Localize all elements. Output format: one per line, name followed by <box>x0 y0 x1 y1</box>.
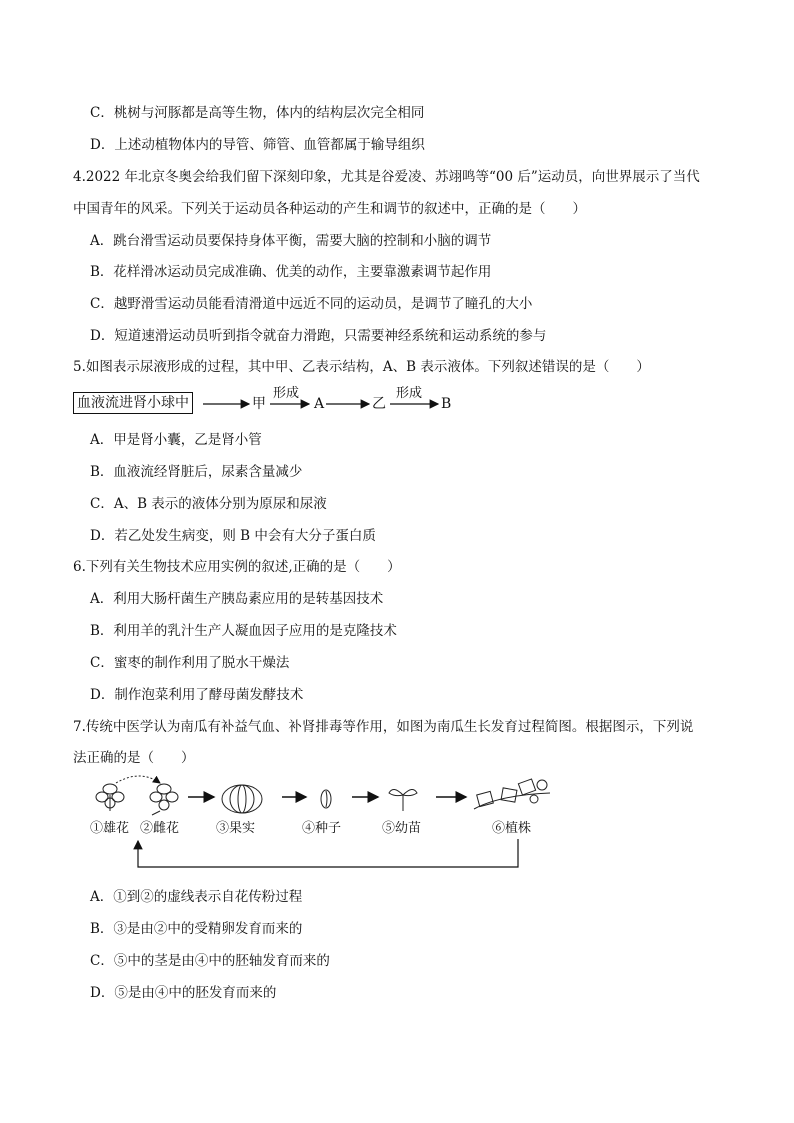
q4-option-b: B．花样滑冰运动员完成准确、优美的动作，主要靠激素调节起作用 <box>90 264 492 280</box>
q4-option-d: D．短道速滑运动员听到指令就奋力滑跑，只需要神经系统和运动系统的参与 <box>90 328 547 344</box>
flow-start-box: 血液流进肾小球中 <box>73 392 193 414</box>
q7-option-a: A．①到②的虚线表示自花传粉过程 <box>90 889 303 905</box>
q5-option-a: A．甲是肾小囊，乙是肾小管 <box>90 432 262 448</box>
flow-node-jia: 甲 <box>252 396 266 412</box>
seedling-icon <box>389 789 417 811</box>
pollination-dashed-arrow <box>116 776 160 783</box>
q6-option-a: A．利用大肠杆菌生产胰岛素应用的是转基因技术 <box>90 591 384 607</box>
caption-seed: ④种子 <box>302 821 342 836</box>
q4-option-a: A．跳台滑雪运动员要保持身体平衡，需要大脑的控制和小脑的调节 <box>90 233 492 249</box>
q4-stem-line2: 中国青年的风采。下列关于运动员各种运动的产生和调节的叙述中，正确的是（ ） <box>73 201 586 217</box>
q3-option-c: C．桃树与河豚都是高等生物，体内的结构层次完全相同 <box>90 105 425 121</box>
arrow-plant-to-flowers <box>138 839 518 867</box>
plant-icon <box>474 779 550 809</box>
q5-option-c: C．A、B 表示的液体分别为原尿和尿液 <box>90 496 327 512</box>
flow-arrow-label-1: 形成 <box>273 386 300 401</box>
pumpkin-icon <box>222 785 262 813</box>
q5-option-d: D．若乙处发生病变，则 B 中会有大分子蛋白质 <box>90 528 376 544</box>
q6-option-b: B．利用羊的乳汁生产人凝血因子应用的是克隆技术 <box>90 623 397 639</box>
q6-option-c: C．蜜枣的制作利用了脱水干燥法 <box>90 655 290 671</box>
flow-node-a: A <box>314 396 325 412</box>
flow-arrow-label-2: 形成 <box>396 386 423 401</box>
q7-option-d: D．⑤是由④中的胚发育而来的 <box>90 985 277 1001</box>
seed-icon <box>321 790 331 808</box>
caption-male-flower: ①雄花 <box>90 821 130 836</box>
q7-option-b: B．③是由②中的受精卵发育而来的 <box>90 921 303 937</box>
male-flower-icon <box>96 784 124 811</box>
q7-stem-line2: 法正确的是（ ） <box>73 750 195 766</box>
caption-seedling: ⑤幼苗 <box>382 821 422 836</box>
caption-female-flower: ②雌花 <box>140 821 180 836</box>
caption-fruit: ③果实 <box>216 821 256 836</box>
pumpkin-lifecycle-diagram <box>90 775 570 873</box>
flow-node-yi: 乙 <box>372 396 386 412</box>
q6-option-d: D．制作泡菜利用了酵母菌发酵技术 <box>90 687 304 703</box>
female-flower-icon <box>150 784 178 815</box>
caption-plant: ⑥植株 <box>492 821 532 836</box>
q4-stem-line1: 4.2022 年北京冬奥会给我们留下深刻印象，尤其是谷爱凌、苏翊鸣等“00 后”运动员，向世界展示了当代 <box>73 169 700 185</box>
flow-node-b: B <box>441 396 452 412</box>
q5-stem: 5.如图表示尿液形成的过程，其中甲、乙表示结构，A、B 表示液体。下列叙述错误的是（ ） <box>73 359 650 375</box>
q4-option-c: C．越野滑雪运动员能看清滑道中远近不同的运动员，是调节了瞳孔的大小 <box>90 296 533 312</box>
q7-stem-line1: 7.传统中医学认为南瓜有补益气血、补肾排毒等作用，如图为南瓜生长发育过程简图。根据图示，下列说 <box>73 719 694 735</box>
q3-option-d: D．上述动植物体内的导管、筛管、血管都属于输导组织 <box>90 137 425 153</box>
urine-formation-flowchart <box>73 388 493 418</box>
q6-stem: 6.下列有关生物技术应用实例的叙述,正确的是（ ） <box>73 559 401 575</box>
q5-option-b: B．血液流经肾脏后，尿素含量减少 <box>90 464 303 480</box>
q7-option-c: C．⑤中的茎是由④中的胚轴发育而来的 <box>90 953 330 969</box>
